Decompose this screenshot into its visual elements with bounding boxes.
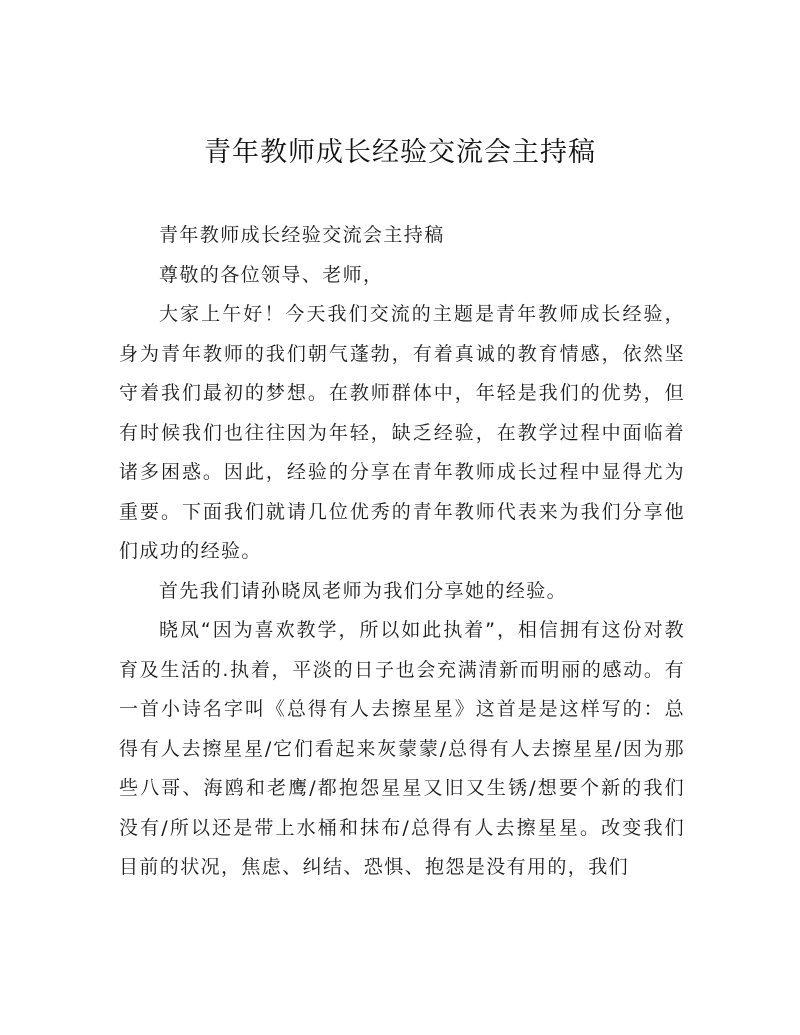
paragraph-greeting: 尊敬的各位领导、老师， [159, 263, 384, 286]
paragraph-first-speaker: 首先我们请孙晓凤老师为我们分享她的经验。 [159, 579, 568, 602]
document-title: 青年教师成长经验交流会主持稿 [204, 137, 596, 168]
document-body [119, 216, 685, 888]
paragraph-subtitle: 青年教师成长经验交流会主持稿 [159, 224, 445, 246]
paragraph-opening: 大家上午好！今天我们交流的主题是青年教师成长经验，身为青年教师的我们朝气蓬勃，有着真诚的教育情感，依然坚守着我们最初的梦想。在教师群体中，年轻是我们的优势，但有时候我们也往往因为年轻，缺乏经验，在教学过程中面临着诸多困惑。因此，经验的分享在青年教师成长过程中显得尤为重要。下面我们就请几位优秀的青年教师代表来为我们分享他们成功的经验。 [119, 303, 685, 562]
paragraph-xiaofeng: 晓凤“因为喜欢教学，所以如此执着”，相信拥有这份对教育及生活的.执着，平淡的日子也会充满清新而明丽的感动。有一首小诗名字叫《总得有人去擦星星》这首是是这样写的：总得有人去擦星星/它们看起来灰蒙蒙/总得有人去擦星星/因为那些八哥、海鸥和老鹰/都抱怨星星又旧又生锈/想要个新的我们没有/所以还是带上水桶和抹布/总得有人去擦星星。改变我们目前的状况，焦虑、纠结、恐惧、抱怨是没有用的，我们 [119, 619, 685, 878]
